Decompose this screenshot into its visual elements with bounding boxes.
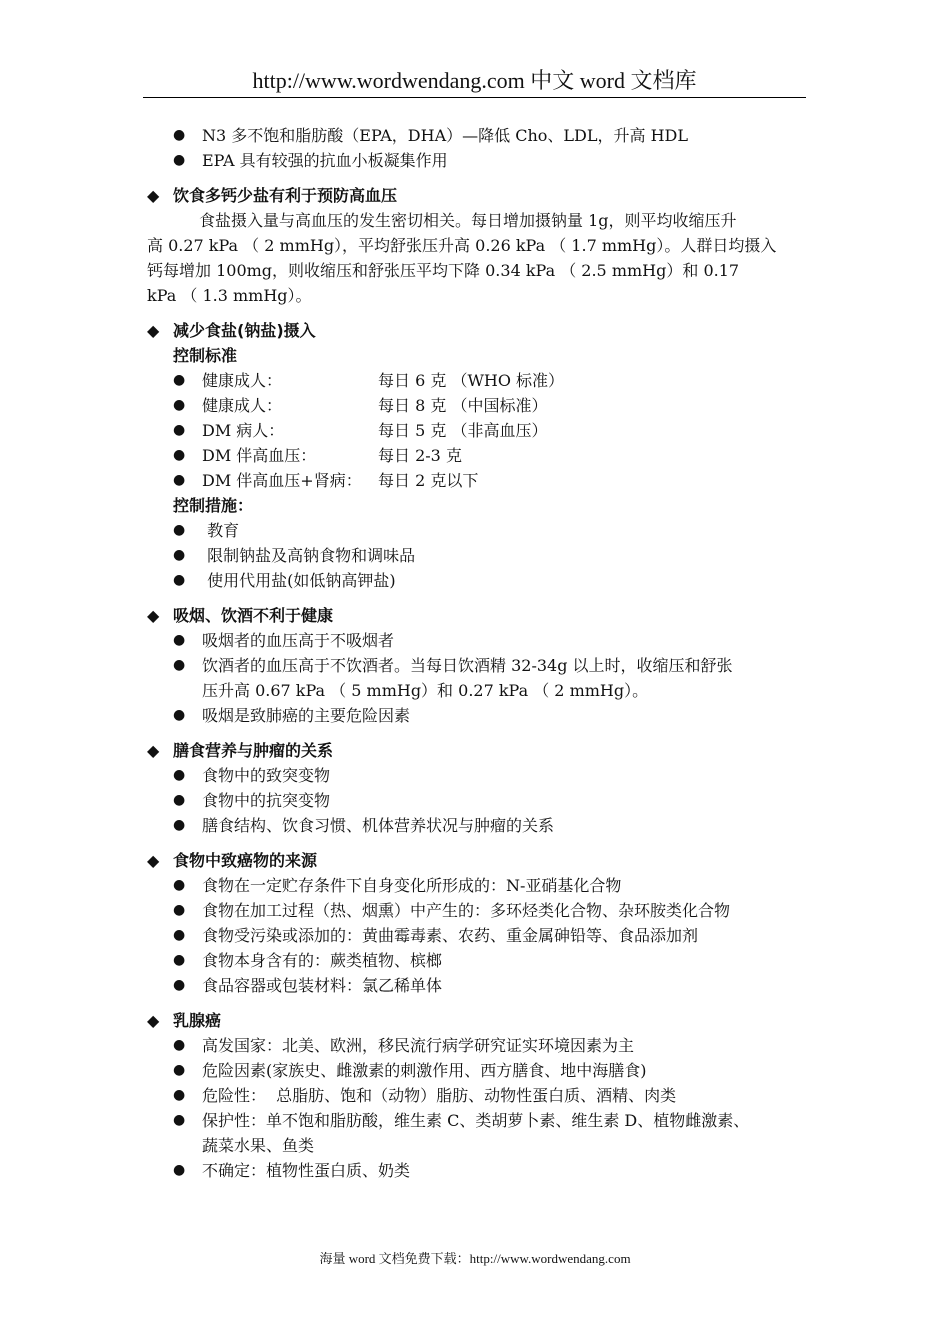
diamond-icon: ◆ xyxy=(147,606,160,625)
list-item: ● 食物中的致突变物 xyxy=(147,763,812,788)
paragraph xyxy=(147,208,812,308)
list-item: ● 吸烟者的血压高于不吸烟者 xyxy=(147,628,812,653)
paragraph-line: kPa （ 1.3 mmHg）。 xyxy=(147,286,312,305)
list-item: ● 膳食结构、饮食习惯、机体营养状况与肿瘤的关系 xyxy=(147,813,812,838)
subheading: 控制措施： xyxy=(173,496,254,515)
list-item: ● DM 伴高血压： 每日 2-3 克 xyxy=(147,443,812,468)
paragraph-line: 钙每增加 100mg，则收缩压和舒张压平均下降 0.34 kPa （ 2.5 mmHg）和 0.17 xyxy=(147,261,740,280)
list-item: ● 食物中的抗突变物 xyxy=(147,788,812,813)
list-item: ● 危险性： 总脂肪、饱和（动物）脂肪、动物性蛋白质、酒精、肉类 xyxy=(147,1083,812,1108)
diamond-icon: ◆ xyxy=(147,186,160,205)
list-item: ● EPA 具有较强的抗血小板凝集作用 xyxy=(147,148,812,173)
section-heading: ◆ 食物中致癌物的来源 xyxy=(147,848,812,873)
list-item: ● DM 病人： 每日 5 克 （非高血压） xyxy=(147,418,812,443)
page-header: http://www.wordwendang.com 中文 word 文档库 xyxy=(143,66,806,98)
page-footer: 海量 word 文档免费下载：http://www.wordwendang.com xyxy=(319,1251,631,1266)
list-item: ● 教育 xyxy=(147,518,812,543)
list-item: ● 吸烟是致肺癌的主要危险因素 xyxy=(147,703,812,728)
list-item: ● 高发国家：北美、欧洲，移民流行病学研究证实环境因素为主 xyxy=(147,1033,812,1058)
diamond-icon: ◆ xyxy=(147,851,160,870)
diamond-icon: ◆ xyxy=(147,741,160,760)
list-item: ● 使用代用盐(如低钠高钾盐) xyxy=(147,568,812,593)
subheading: 控制标准 xyxy=(173,346,238,365)
section-heading: ◆ 减少食盐(钠盐)摄入 xyxy=(147,318,812,343)
list-item: ● 限制钠盐及高钠食物和调味品 xyxy=(147,543,812,568)
diamond-icon: ◆ xyxy=(147,321,160,340)
paragraph-line: 食盐摄入量与高血压的发生密切相关。每日增加摄钠量 1g，则平均收缩压升 xyxy=(199,211,737,230)
list-item: ● 食物受污染或添加的：黄曲霉毒素、农药、重金属砷铅等、食品添加剂 xyxy=(147,923,812,948)
list-item: ● 危险因素(家族史、雌激素的刺激作用、西方膳食、地中海膳食) xyxy=(147,1058,812,1083)
list-item: ● DM 伴高血压+肾病： 每日 2 克以下 xyxy=(147,468,812,493)
list-item: ● 食物本身含有的：蕨类植物、槟榔 xyxy=(147,948,812,973)
list-item-continuation: 蔬菜水果、鱼类 xyxy=(202,1136,315,1155)
list-item: ● 不确定：植物性蛋白质、奶类 xyxy=(147,1158,812,1183)
list-item: ● N3 多不饱和脂肪酸（EPA，DHA）—降低 Cho、LDL，升高 HDL xyxy=(147,123,812,148)
section-heading: ◆ 饮食多钙少盐有利于预防高血压 xyxy=(147,183,812,208)
list-item: ● 健康成人： 每日 8 克 （中国标准） xyxy=(147,393,812,418)
list-item: ● 食物在一定贮存条件下自身变化所形成的：N-亚硝基化合物 xyxy=(147,873,812,898)
section-heading: ◆ 吸烟、饮酒不利于健康 xyxy=(147,603,812,628)
list-item: ● 饮酒者的血压高于不饮酒者。当每日饮酒精 32-34g 以上时，收缩压和舒张 xyxy=(147,653,812,678)
list-item: ● 食物在加工过程（热、烟熏）中产生的：多环烃类化合物、杂环胺类化合物 xyxy=(147,898,812,923)
section-heading: ◆ 膳食营养与肿瘤的关系 xyxy=(147,738,812,763)
list-item: ● 保护性：单不饱和脂肪酸，维生素 C、类胡萝卜素、维生素 D、植物雌激素、 xyxy=(147,1108,812,1133)
section-heading: ◆ 乳腺癌 xyxy=(147,1008,812,1033)
list-item-continuation: 压升高 0.67 kPa （ 5 mmHg）和 0.27 kPa （ 2 mmHg）。 xyxy=(202,681,649,700)
diamond-icon: ◆ xyxy=(147,1011,160,1030)
list-item: ● 食品容器或包装材料：氯乙稀单体 xyxy=(147,973,812,998)
document-body xyxy=(147,123,812,1183)
list-item: ● 健康成人： 每日 6 克 （WHO 标准） xyxy=(147,368,812,393)
paragraph-line: 高 0.27 kPa （ 2 mmHg），平均舒张压升高 0.26 kPa （ 1.7 mmHg）。人群日均摄入 xyxy=(147,236,777,255)
